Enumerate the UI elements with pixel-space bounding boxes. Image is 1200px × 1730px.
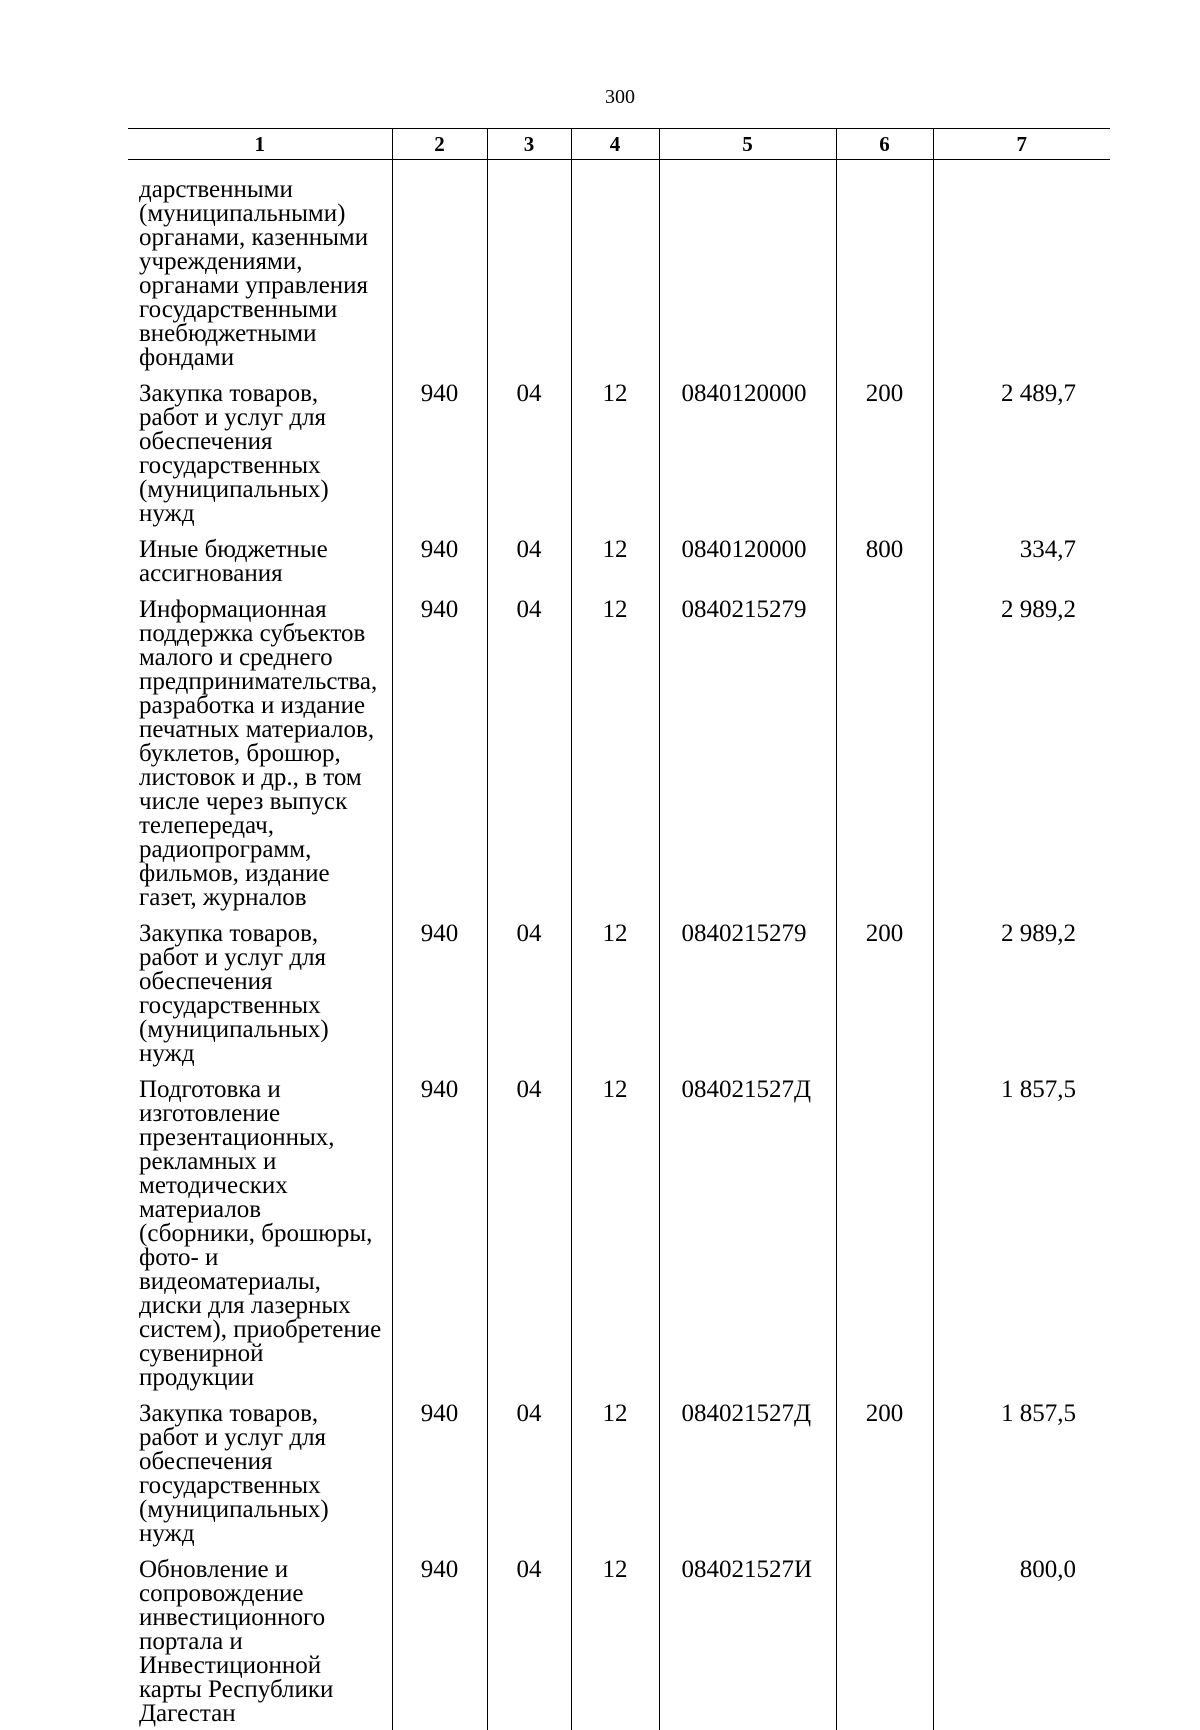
subsection-cell: 12 [571,538,659,598]
row-name-cell: дарственными (муниципальными) органами, казенными учреждениями, органами управления государственными внебюджетными фондами [139,176,369,371]
target-article-cell: 084021527И [659,1558,836,1730]
amount-cell: 334,7 [933,538,1110,598]
page-number: 300 [605,86,635,108]
subsection-cell: 12 [571,1402,659,1558]
subsection-cell: 12 [571,1078,659,1402]
row-name-cell: Закупка товаров, работ и услуг для обеспечения государственных (муниципальных) нужд [139,380,329,527]
table-row [128,382,1110,538]
subsection-cell: 12 [571,598,659,922]
admin-code-cell: 940 [392,922,487,1078]
row-name-cell: Закупка товаров, работ и услуг для обеспечения государственных (муниципальных) нужд [139,1400,329,1547]
target-article-cell: 0840120000 [659,382,836,538]
target-article-cell [659,178,836,382]
expense-type-cell: 200 [836,382,933,538]
table-row [128,922,1110,1078]
admin-code-cell: 940 [392,598,487,922]
column-header-4: 4 [571,129,659,160]
table-row [128,1558,1110,1730]
section-cell: 04 [487,1558,571,1730]
amount-cell: 800,0 [933,1558,1110,1730]
admin-code-cell: 940 [392,538,487,598]
table-row [128,538,1110,598]
section-cell: 04 [487,382,571,538]
row-name-cell: Информационная поддержка субъектов малого и среднего предпринимательства, разработка и издание печатных материалов, буклетов, брошюр, листовок и др., в том числе через выпуск телепередач, радиопрограмм, фильмов, издание газет, журналов [139,596,378,911]
table-row [128,598,1110,922]
subsection-cell: 12 [571,922,659,1078]
row-name-cell: Иные бюджетные ассигнования [139,536,328,587]
row-name-cell: Закупка товаров, работ и услуг для обеспечения государственных (муниципальных) нужд [139,920,329,1067]
expense-type-cell: 200 [836,922,933,1078]
section-cell: 04 [487,1078,571,1402]
amount-cell: 1 857,5 [933,1078,1110,1402]
subsection-cell: 12 [571,382,659,538]
column-header-7: 7 [933,129,1110,160]
amount-cell: 2 489,7 [933,382,1110,538]
expense-type-cell: 200 [836,1402,933,1558]
expense-type-cell [836,598,933,922]
admin-code-cell: 940 [392,1558,487,1730]
column-header-6: 6 [836,129,933,160]
table-header-row [128,129,1110,160]
table-row [128,1402,1110,1558]
section-cell: 04 [487,922,571,1078]
amount-cell: 2 989,2 [933,598,1110,922]
expense-type-cell: 800 [836,538,933,598]
row-name-cell: Подготовка и изготовление презентационных, рекламных и методических материалов (сборники, брошюры, фото- и видеоматериалы, диски для лазерных систем), приобретение сувенирной продукции [139,1076,382,1391]
expense-type-cell [836,1078,933,1402]
target-article-cell: 084021527Д [659,1402,836,1558]
target-article-cell: 0840215279 [659,598,836,922]
section-cell: 04 [487,538,571,598]
admin-code-cell: 940 [392,1078,487,1402]
column-header-1: 1 [128,129,392,160]
target-article-cell: 0840120000 [659,538,836,598]
budget-table [128,128,1110,1730]
table-row [128,1078,1110,1402]
expense-type-cell [836,1558,933,1730]
target-article-cell: 0840215279 [659,922,836,1078]
amount-cell: 2 989,2 [933,922,1110,1078]
admin-code-cell: 940 [392,382,487,538]
admin-code-cell: 940 [392,1402,487,1558]
subsection-cell: 12 [571,1558,659,1730]
column-header-3: 3 [487,129,571,160]
expense-type-cell [836,178,933,382]
subsection-cell [571,178,659,382]
target-article-cell: 084021527Д [659,1078,836,1402]
row-name-cell: Обновление и сопровождение инвестиционного портала и Инвестиционной карты Республики Дагестан [139,1556,334,1727]
section-cell: 04 [487,598,571,922]
section-cell [487,178,571,382]
admin-code-cell [392,178,487,382]
section-cell: 04 [487,1402,571,1558]
table-row [128,178,1110,382]
column-header-5: 5 [659,129,836,160]
amount-cell [933,178,1110,382]
amount-cell: 1 857,5 [933,1402,1110,1558]
column-header-2: 2 [392,129,487,160]
